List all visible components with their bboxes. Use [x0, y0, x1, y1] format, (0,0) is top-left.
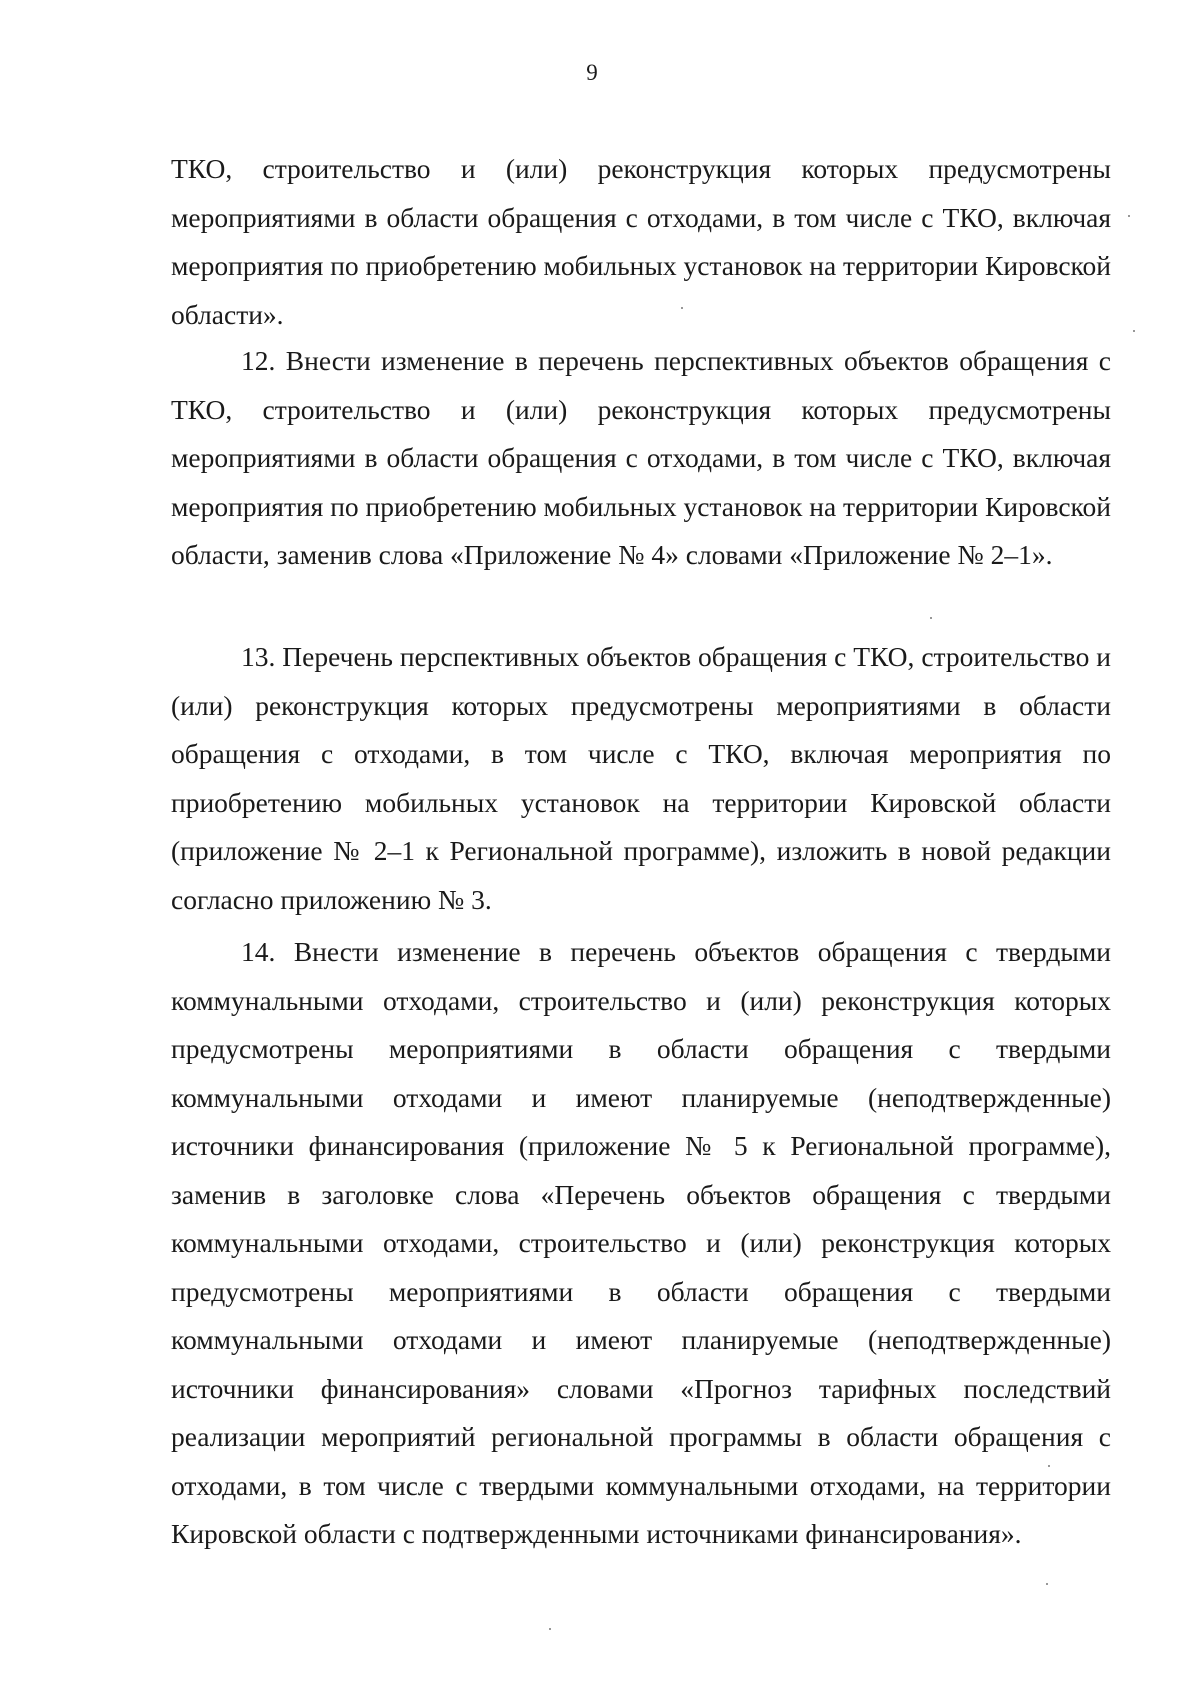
scan-speck [1046, 1583, 1048, 1585]
paragraph-item-13 [171, 633, 1111, 924]
scan-speck [1128, 215, 1130, 217]
paragraph-item-14 [171, 928, 1111, 1559]
paragraph-text: 13. Перечень перспективных объектов обращения с ТКО, строительство и (или) реконструкция которых предусмотрены мероприятиями в области обращения с отходами, в том числе с ТКО, включая мероприятия по приобретению мобильных установок на территории Кировской области (приложение № 2–1 к Региональной программе), изложить в новой редакции согласно приложению № 3. [171, 641, 1111, 915]
page-number: 9 [586, 60, 598, 85]
scan-speck [930, 617, 932, 619]
scan-speck [1048, 1465, 1050, 1467]
scan-speck [549, 1628, 551, 1630]
paragraph-text: 12. Внести изменение в перечень перспективных объектов обращения с ТКО, строительство и (или) реконструкция которых предусмотрены мероприятиями в области обращения с отходами, в том числе с ТКО, включая мероприятия по приобретению мобильных установок на территории Кировской области, заменив слова «Приложение № 4» словами «Приложение № 2–1». [171, 345, 1111, 570]
paragraph-item-12 [171, 337, 1111, 580]
scan-speck [681, 307, 683, 309]
paragraph-text: ТКО, строительство и (или) реконструкция которых предусмотрены мероприятиями в области обращения с отходами, в том числе с ТКО, включая мероприятия по приобретению мобильных установок на территории Кировской области». [171, 153, 1111, 330]
paragraph-text: 14. Внести изменение в перечень объектов обращения с твердыми коммунальными отходами, строительство и (или) реконструкция которых предусмотрены мероприятиями в области обращения с твердыми коммунальными отходами и имеют планируемые (неподтвержденные) источники финансирования (приложение № 5 к Региональной программе), заменив в заголовке слова «Перечень объектов обращения с твердыми коммунальными отходами, строительство и (или) реконструкция которых предусмотрены мероприятиями в области обращения с твердыми коммунальными отходами и имеют планируемые (неподтвержденные) источники финансирования» словами «Прогноз тарифных последствий реализации мероприятий региональной программы в области обращения с отходами, в том числе с твердыми коммунальными отходами, на территории Кировской области с подтвержденными источниками финансирования». [171, 936, 1111, 1549]
paragraph-continuation [171, 145, 1111, 339]
scan-speck [1133, 330, 1135, 332]
